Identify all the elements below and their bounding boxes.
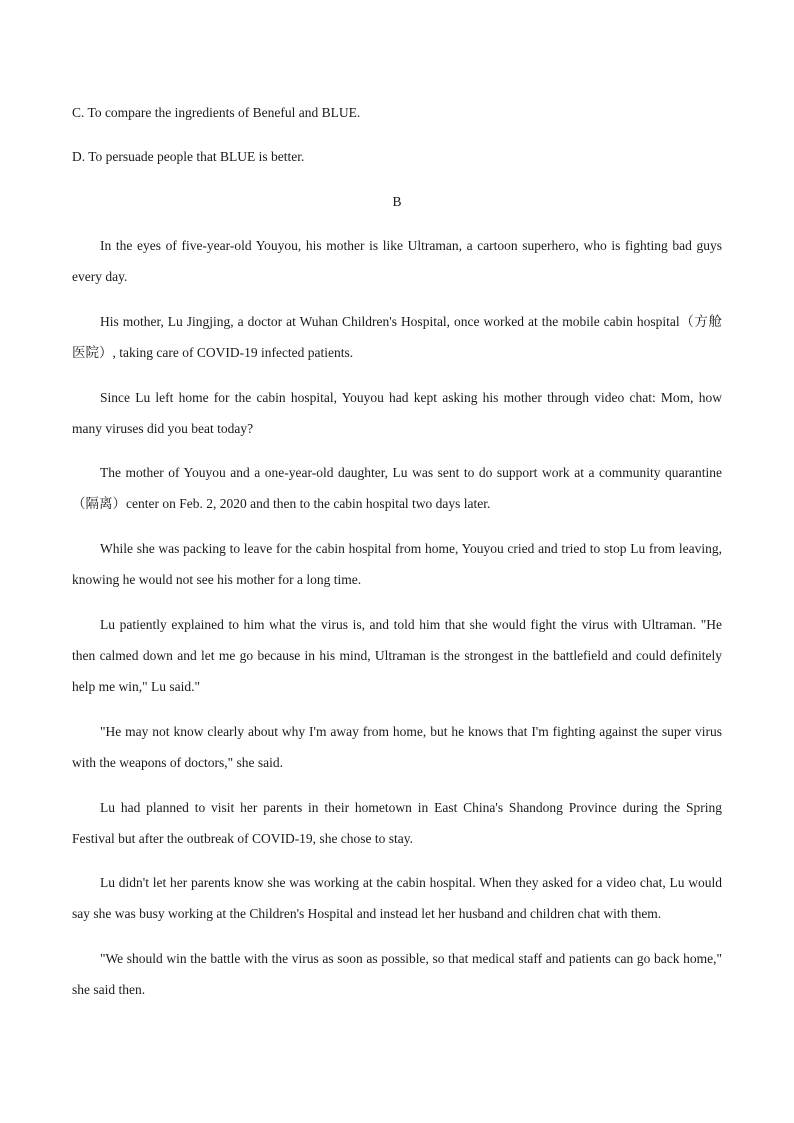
- section-label: B: [392, 194, 402, 209]
- paragraph-1: In the eyes of five-year-old Youyou, his mother is like Ultraman, a cartoon superhero, who is fighting bad guys every day.: [72, 238, 722, 284]
- paragraph-2: His mother, Lu Jingjing, a doctor at Wuhan Children's Hospital, once worked at the mobile cabin hospital（方舱医院）, taking care of COVID-19 infected patients.: [72, 314, 722, 360]
- paragraph-10: "We should win the battle with the virus as soon as possible, so that medical staff and patients can go back home," she said then.: [72, 951, 722, 997]
- paragraph-9: Lu didn't let her parents know she was working at the cabin hospital. When they asked for a video chat, Lu would say she was busy working at the Children's Hospital and instead let her husband and children chat with them.: [72, 875, 722, 921]
- paragraph-5: While she was packing to leave for the cabin hospital from home, Youyou cried and tried to stop Lu from leaving, knowing he would not see his mother for a long time.: [72, 541, 722, 587]
- paragraph-3: Since Lu left home for the cabin hospital, Youyou had kept asking his mother through video chat: Mom, how many viruses did you beat today?: [72, 390, 722, 436]
- paragraph-7: "He may not know clearly about why I'm away from home, but he knows that I'm fighting against the super virus with the weapons of doctors," she said.: [72, 724, 722, 770]
- paragraph-6: Lu patiently explained to him what the virus is, and told him that she would fight the virus with Ultraman. "He then calmed down and let me go because in his mind, Ultraman is the strongest in the battlefield and could definitely help me win," Lu said.": [72, 617, 722, 694]
- option-c: C. To compare the ingredients of Beneful and BLUE.: [72, 105, 361, 120]
- paragraph-8: Lu had planned to visit her parents in their hometown in East China's Shandong Province during the Spring Festival but after the outbreak of COVID-19, she chose to stay.: [72, 800, 722, 846]
- option-d: D. To persuade people that BLUE is better.: [72, 149, 305, 164]
- paragraph-4: The mother of Youyou and a one-year-old daughter, Lu was sent to do support work at a community quarantine（隔离）center on Feb. 2, 2020 and then to the cabin hospital two days later.: [72, 465, 722, 511]
